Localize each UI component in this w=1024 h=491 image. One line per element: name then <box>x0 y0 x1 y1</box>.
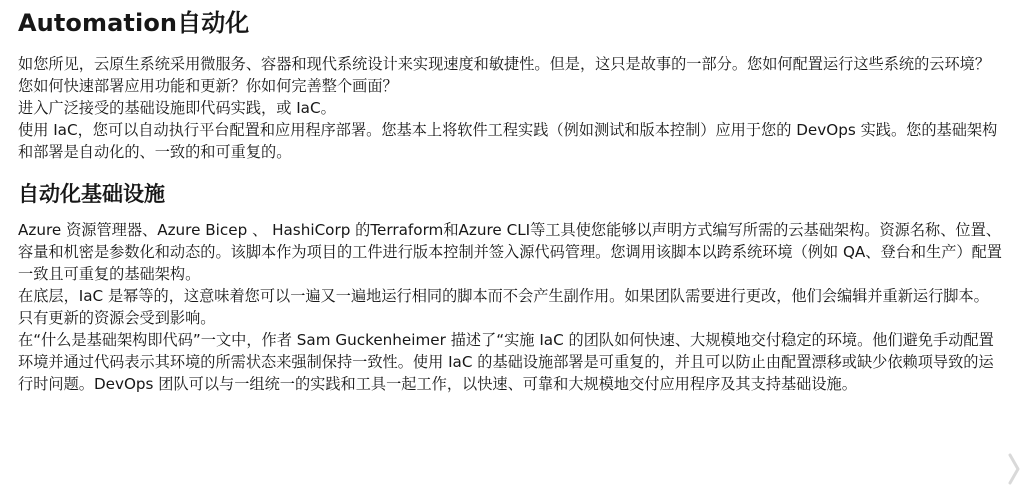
section-paragraph-2: 在底层，IaC 是幂等的，这意味着您可以一遍又一遍地运行相同的脚本而不会产生副作用。如果团队需要进行更改，他们会编辑并重新运行脚本。只有更新的资源会受到影响。 <box>18 287 989 327</box>
page-title: Automation自动化 <box>18 9 250 37</box>
intro-paragraph-1: 如您所见，云原生系统采用微服务、容器和现代系统设计来实现速度和敏捷性。但是，这只是故事的一部分。您如何配置运行这些系统的云环境？您如何快速部署应用功能和更新？你如何完善整个画面？ <box>18 55 990 95</box>
intro-paragraph-2: 进入广泛接受的基础设施即代码实践，或 IaC。 <box>18 99 336 117</box>
article-content <box>18 6 1003 395</box>
scroll-arrow-icon[interactable] <box>1002 451 1024 487</box>
automation-section <box>18 219 1003 395</box>
intro-paragraph-3: 使用 IaC，您可以自动执行平台配置和应用程序部署。您基本上将软件工程实践（例如测试和版本控制）应用于您的 DevOps 实践。您的基础架构和部署是自动化的、一致的和可重复的。 <box>18 121 998 161</box>
section-heading: 自动化基础设施 <box>18 182 165 206</box>
intro-section <box>18 53 1003 163</box>
section-paragraph-1: Azure 资源管理器、Azure Bicep 、 HashiCorp 的Terraform和Azure CLI等工具使您能够以声明方式编写所需的云基础架构。资源名称、位置、容量和机密是参数化和动态的。该脚本作为项目的工件进行版本控制并签入源代码管理。您调用该脚本以跨系统环境（例如 QA、登台和生产）配置一致且可重复的基础架构。 <box>18 221 1002 283</box>
section-paragraph-3: 在“什么是基础架构即代码”一文中，作者 Sam Guckenheimer 描述了“实施 IaC 的团队如何快速、大规模地交付稳定的环境。他们避免手动配置环境并通过代码表示其环境的所需状态来强制保持一致性。使用 IaC 的基础设施部署是可重复的，并且可以防止由配置漂移或缺少依赖项导致的运行时问题。DevOps 团队可以与一组统一的实践和工具一起工作，以快速、可靠和大规模地交付应用程序及其支持基础设施。 <box>18 331 994 393</box>
